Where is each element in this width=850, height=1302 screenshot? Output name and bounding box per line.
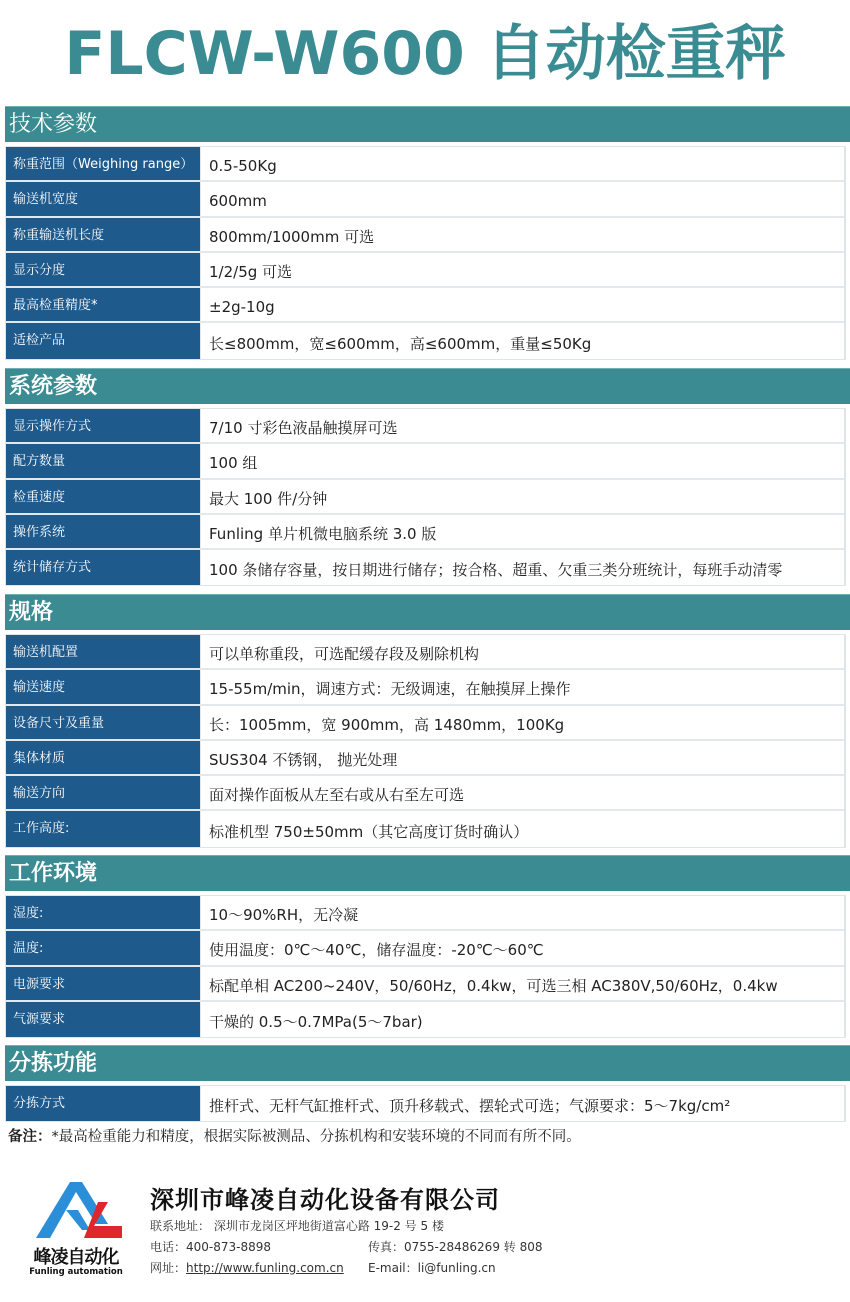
row-label: 称重输送机长度	[6, 218, 201, 251]
footnote-label: 备注：	[8, 1129, 52, 1145]
section-header: 工作环境	[5, 855, 850, 891]
row-value: ±2g-10g	[209, 297, 275, 316]
row-label: 集体材质	[6, 741, 201, 774]
row-value: 长≤800mm，宽≤600mm，高≤600mm，重量≤50Kg	[209, 334, 592, 353]
table-row	[6, 1002, 844, 1037]
row-label: 称重范围（Weighing range）	[6, 147, 201, 180]
row-value: 可以单称重段，可选配缓存段及剔除机构	[209, 645, 480, 664]
row-value: 长：1005mm，宽 900mm，高 1480mm，100Kg	[209, 715, 565, 734]
row-value: 100 组	[209, 454, 258, 473]
row-value: 7/10 寸彩色液晶触摸屏可选	[209, 419, 398, 438]
row-value: SUS304 不锈钢， 抛光处理	[209, 751, 398, 770]
table-row	[6, 444, 844, 479]
table-row	[6, 896, 844, 931]
table-row	[6, 635, 844, 670]
section-header: 规格	[5, 594, 850, 630]
section-working-environment	[5, 855, 850, 1038]
row-value: 面对操作面板从左至右或从右至左可选	[209, 786, 465, 805]
table-row	[6, 218, 844, 253]
logo-mark-icon	[26, 1180, 126, 1244]
spec-table	[5, 895, 846, 1038]
row-label: 适检产品	[6, 323, 201, 358]
row-value: 15-55m/min，调速方式：无级调速，在触摸屏上操作	[209, 680, 571, 699]
footnote	[8, 1125, 581, 1146]
row-label: 分拣方式	[6, 1086, 201, 1121]
table-row	[6, 147, 844, 182]
row-value: 干燥的 0.5～0.7MPa(5～7bar)	[209, 1013, 423, 1032]
row-value: 10～90%RH，无冷凝	[209, 906, 359, 925]
row-label: 统计储存方式	[6, 550, 201, 585]
company-phone: 电话：400-873-8898	[150, 1240, 272, 1254]
website-label: 网址：	[150, 1261, 187, 1275]
row-value: 使用温度：0℃～40℃，储存温度：-20℃～60℃	[209, 941, 544, 960]
row-label: 配方数量	[6, 444, 201, 477]
table-row	[6, 706, 844, 741]
row-label: 输送速度	[6, 670, 201, 703]
row-value: Funling 单片机微电脑系统 3.0 版	[209, 525, 437, 544]
section-system-params	[5, 368, 850, 586]
table-row	[6, 182, 844, 217]
row-value: 标配单相 AC200~240V，50/60Hz，0.4kw，可选三相 AC380V,50/60Hz，0.4kw	[209, 976, 778, 995]
website-link[interactable]: http://www.funling.com.cn	[186, 1261, 344, 1275]
row-value: 最大 100 件/分钟	[209, 489, 328, 508]
company-logo	[26, 1180, 126, 1280]
company-address: 联系地址： 深圳市龙岗区坪地街道富心路 19-2 号 5 楼	[150, 1219, 444, 1233]
row-value: 800mm/1000mm 可选	[209, 227, 375, 246]
spec-table	[5, 634, 846, 848]
row-label: 操作系统	[6, 515, 201, 548]
row-label: 湿度:	[6, 896, 201, 929]
table-row	[6, 480, 844, 515]
row-value: 100 条储存容量，按日期进行储存；按合格、超重、欠重三类分班统计，每班手动清零	[209, 561, 783, 580]
table-row	[6, 811, 844, 846]
table-row	[6, 253, 844, 288]
section-specifications	[5, 594, 850, 848]
spec-table	[5, 408, 846, 586]
logo-text-en: Funling automation	[29, 1267, 123, 1277]
table-row	[6, 931, 844, 966]
row-value: 600mm	[209, 191, 267, 210]
section-header: 系统参数	[5, 368, 850, 404]
section-header: 技术参数	[5, 106, 850, 142]
row-label: 设备尺寸及重量	[6, 706, 201, 739]
section-header: 分拣功能	[5, 1045, 850, 1081]
table-row	[6, 670, 844, 705]
row-value: 1/2/5g 可选	[209, 263, 293, 282]
row-label: 工作高度:	[6, 811, 201, 846]
spec-table	[5, 1085, 846, 1122]
row-label: 电源要求	[6, 967, 201, 1000]
row-label: 最高检重精度*	[6, 288, 201, 321]
row-label: 输送机配置	[6, 635, 201, 668]
logo-text-cn: 峰凌自动化	[33, 1247, 119, 1268]
spec-table	[5, 146, 846, 360]
row-value: 标准机型 750±50mm（其它高度订货时确认）	[209, 822, 529, 841]
footnote-text: *最高检重能力和精度，根据实际被测品、分拣机构和安装环境的不同而有所不同。	[51, 1129, 581, 1145]
table-row	[6, 515, 844, 550]
table-row	[6, 1086, 844, 1121]
row-label: 检重速度	[6, 480, 201, 513]
table-row	[6, 741, 844, 776]
section-technical-params	[5, 106, 850, 360]
table-row	[6, 776, 844, 811]
row-label: 温度:	[6, 931, 201, 964]
company-website	[150, 1259, 344, 1276]
row-value: 推杆式、无杆气缸推杆式、顶升移载式、摆轮式可选；气源要求：5～7kg/cm²	[209, 1097, 731, 1116]
row-value: 0.5-50Kg	[209, 156, 277, 175]
row-label: 输送方向	[6, 776, 201, 809]
company-footer	[0, 1170, 850, 1290]
company-name: 深圳市峰凌自动化设备有限公司	[150, 1186, 500, 1214]
row-label: 显示分度	[6, 253, 201, 286]
table-row	[6, 288, 844, 323]
page-title: FLCW-W600 自动检重秤	[64, 19, 786, 89]
table-row	[6, 967, 844, 1002]
table-row	[6, 550, 844, 585]
row-label: 气源要求	[6, 1002, 201, 1037]
company-fax: 传真：0755-28486269 转 808	[368, 1240, 543, 1254]
row-label: 显示操作方式	[6, 409, 201, 442]
row-label: 输送机宽度	[6, 182, 201, 215]
table-row	[6, 323, 844, 358]
section-sorting-function	[5, 1045, 850, 1122]
company-email[interactable]: E-mail：li@funling.cn	[368, 1261, 496, 1275]
table-row	[6, 409, 844, 444]
